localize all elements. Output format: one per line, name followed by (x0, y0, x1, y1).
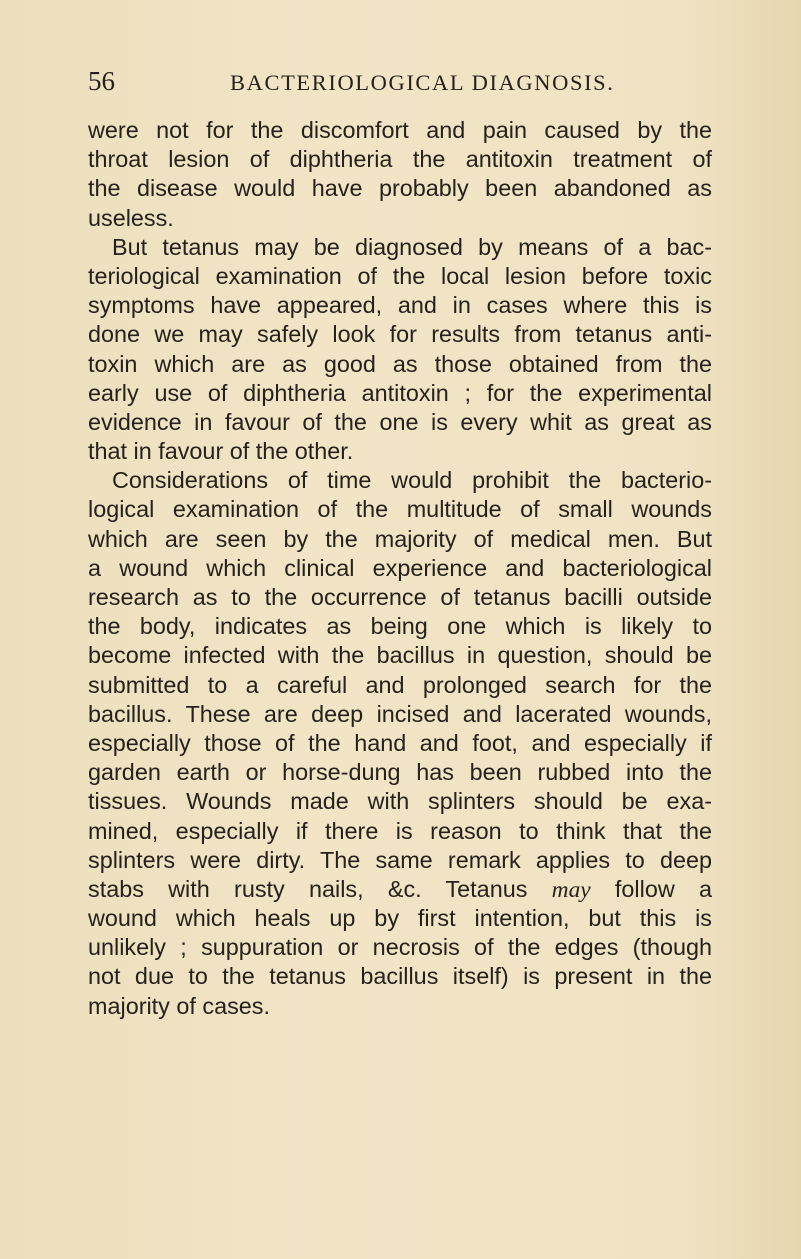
body-text (88, 116, 712, 1021)
text-fragment: stabs with rusty nails, &c. Tetanus (88, 875, 528, 902)
text-line: garden earth or horse-dung has been rubbed into the (88, 759, 712, 786)
text-line: were not for the discomfort and pain caused by the (88, 117, 712, 143)
text-fragment: follow a (614, 875, 712, 902)
text-line: the body, indicates as being one which is likely to (88, 613, 712, 640)
text-line: become infected with the bacillus in question, should be (88, 642, 712, 669)
text-line: symptoms have appeared, and in cases where this is (88, 292, 712, 319)
text-line: But tetanus may be diagnosed by means of a bac- (112, 233, 712, 260)
page-number: 56 (88, 66, 115, 96)
text-line: bacillus. These are deep incised and lacerated wounds, (88, 700, 712, 727)
text-line: mined, especially if there is reason to think that the (88, 817, 712, 844)
text-line: not due to the tetanus bacillus itself) is present in the (88, 963, 712, 990)
text-line-with-italic (88, 875, 712, 904)
text-line: Considerations of time would prohibit the bacterio- (112, 467, 712, 494)
text-line: done we may safely look for results from tetanus anti- (88, 321, 712, 348)
page-header (88, 64, 728, 98)
text-line: logical examination of the multitude of small wounds (88, 496, 712, 523)
text-line: that in favour of the other. (88, 438, 354, 465)
text-line: the disease would have probably been abandoned as (88, 175, 712, 202)
running-title: BACTERIOLOGICAL DIAGNOSIS. (230, 70, 615, 95)
text-line: splinters were dirty. The same remark applies to deep (88, 846, 712, 873)
text-line: tissues. Wounds made with splinters should be exa- (88, 788, 712, 815)
text-line: throat lesion of diphtheria the antitoxin treatment of (88, 146, 712, 173)
text-line: a wound which clinical experience and bacteriological (88, 554, 712, 581)
text-line: especially those of the hand and foot, and especially if (88, 729, 712, 756)
text-line: which are seen by the majority of medical men. But (88, 525, 712, 552)
text-line: toxin which are as good as those obtained from the (88, 350, 712, 377)
text-line: wound which heals up by first intention, but this is (88, 905, 712, 932)
text-line: submitted to a careful and prolonged search for the (88, 671, 712, 698)
text-line: research as to the occurrence of tetanus bacilli outside (88, 584, 712, 610)
text-line: majority of cases. (88, 992, 270, 1019)
italic-word: may (551, 876, 591, 903)
text-line: unlikely ; suppuration or necrosis of the edges (though (88, 934, 712, 961)
text-line: useless. (88, 204, 174, 231)
text-line: early use of diphtheria antitoxin ; for the experimental (88, 379, 712, 406)
text-line: evidence in favour of the one is every whit as great as (88, 408, 712, 435)
text-line: teriological examination of the local lesion before toxic (88, 262, 712, 289)
